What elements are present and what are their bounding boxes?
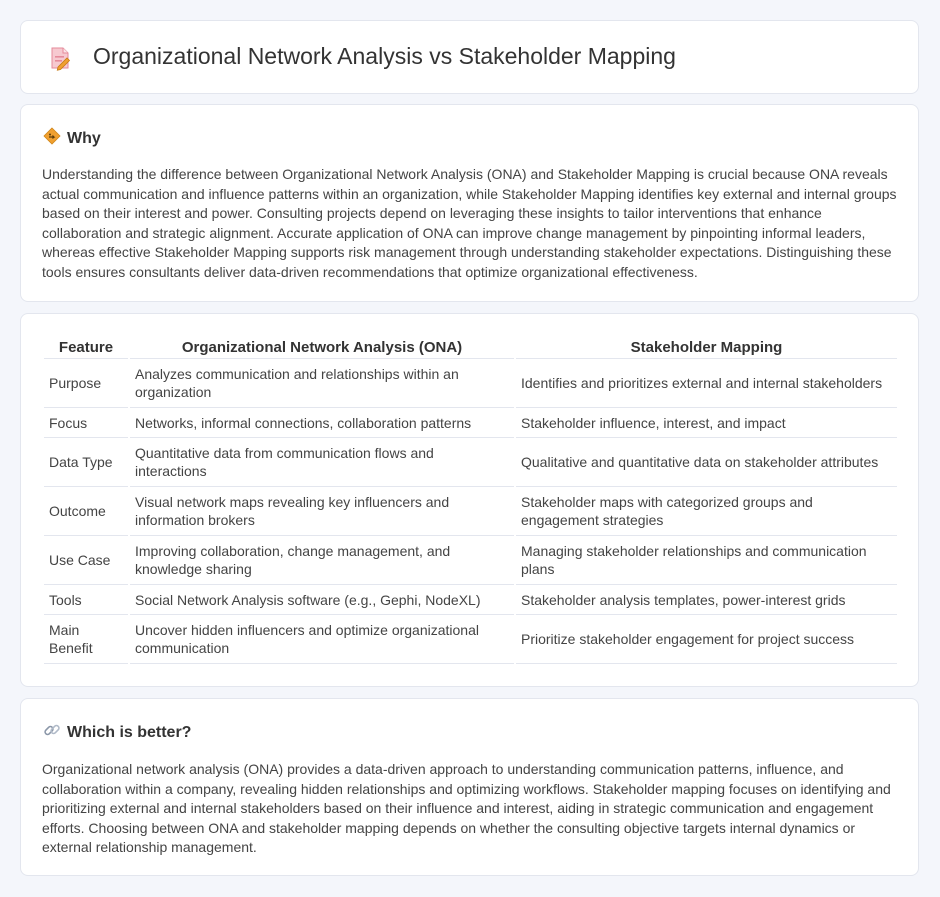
table-row [44,487,897,536]
which-is-better-section [20,698,919,876]
better-text: Organizational network analysis (ONA) provides a data-driven approach to understanding communication patterns, influence, and collaboration within a company, revealing hidden relationships and optimizing workflows. Stakeholder mapping focuses on identifying and prioritizing external and internal stakeholders based on their influence and interest, aiding in strategic communication and engagement efforts. Choosing between ONA and stakeholder mapping depends on whether the consulting objective targets internal dynamics or external relationship management. [42,761,891,855]
table-header-row [44,335,897,359]
comparison-table-card [20,313,919,687]
header-feature: Feature [44,335,128,359]
table-row [44,536,897,585]
table-row [44,359,897,408]
cell-feature: Outcome [44,487,128,536]
cell-stakeholder: Prioritize stakeholder engagement for project success [516,615,897,664]
why-heading [43,127,101,150]
cell-feature: Data Type [44,438,128,487]
cell-feature: Purpose [44,359,128,408]
cell-feature: Tools [44,585,128,615]
cell-ona: Uncover hidden influencers and optimize organizational communication [130,615,514,664]
table-row [44,438,897,487]
diamond-signpost-icon [43,127,61,150]
cell-ona: Networks, informal connections, collaboration patterns [130,408,514,438]
header-ona: Organizational Network Analysis (ONA) [130,335,514,359]
comparison-table [42,335,899,664]
better-heading [43,721,191,744]
cell-ona: Improving collaboration, change management, and knowledge sharing [130,536,514,585]
table-row [44,615,897,664]
cell-feature: Focus [44,408,128,438]
cell-stakeholder: Stakeholder influence, interest, and impact [516,408,897,438]
link-icon [43,721,61,744]
cell-feature: Main Benefit [44,615,128,664]
cell-stakeholder: Managing stakeholder relationships and communication plans [516,536,897,585]
why-section [20,104,919,302]
why-text: Understanding the difference between Organizational Network Analysis (ONA) and Stakeholder Mapping is crucial because ONA reveals actual communication and influence patterns within an organization, while Stakeholder Mapping identifies key external and internal groups based on their interest and power. Consulting projects depend on leveraging these insights to tailor interventions that enhance collaboration and strategic alignment. Accurate application of ONA can improve change management by pinpointing informal leaders, whereas effective Stakeholder Mapping supports risk management through understanding stakeholder expectations. Distinguishing these tools ensures consultants deliver data-driven recommendations that optimize organizational effectiveness. [42,166,897,280]
cell-ona: Visual network maps revealing key influencers and information brokers [130,487,514,536]
cell-stakeholder: Qualitative and quantitative data on stakeholder attributes [516,438,897,487]
better-heading-label: Which is better? [67,723,192,741]
cell-stakeholder: Stakeholder analysis templates, power-interest grids [516,585,897,615]
header-stakeholder: Stakeholder Mapping [516,335,897,359]
cell-stakeholder: Stakeholder maps with categorized groups and engagement strategies [516,487,897,536]
cell-stakeholder: Identifies and prioritizes external and internal stakeholders [516,359,897,408]
cell-ona: Quantitative data from communication flows and interactions [130,438,514,487]
table-row [44,585,897,615]
cell-ona: Analyzes communication and relationships within an organization [130,359,514,408]
page-title: Organizational Network Analysis vs Stakeholder Mapping [93,43,676,69]
why-heading-label: Why [67,129,101,147]
cell-ona: Social Network Analysis software (e.g., Gephi, NodeXL) [130,585,514,615]
table-row [44,408,897,438]
title-card [20,20,919,94]
cell-feature: Use Case [44,536,128,585]
document-pencil-icon [47,45,73,71]
